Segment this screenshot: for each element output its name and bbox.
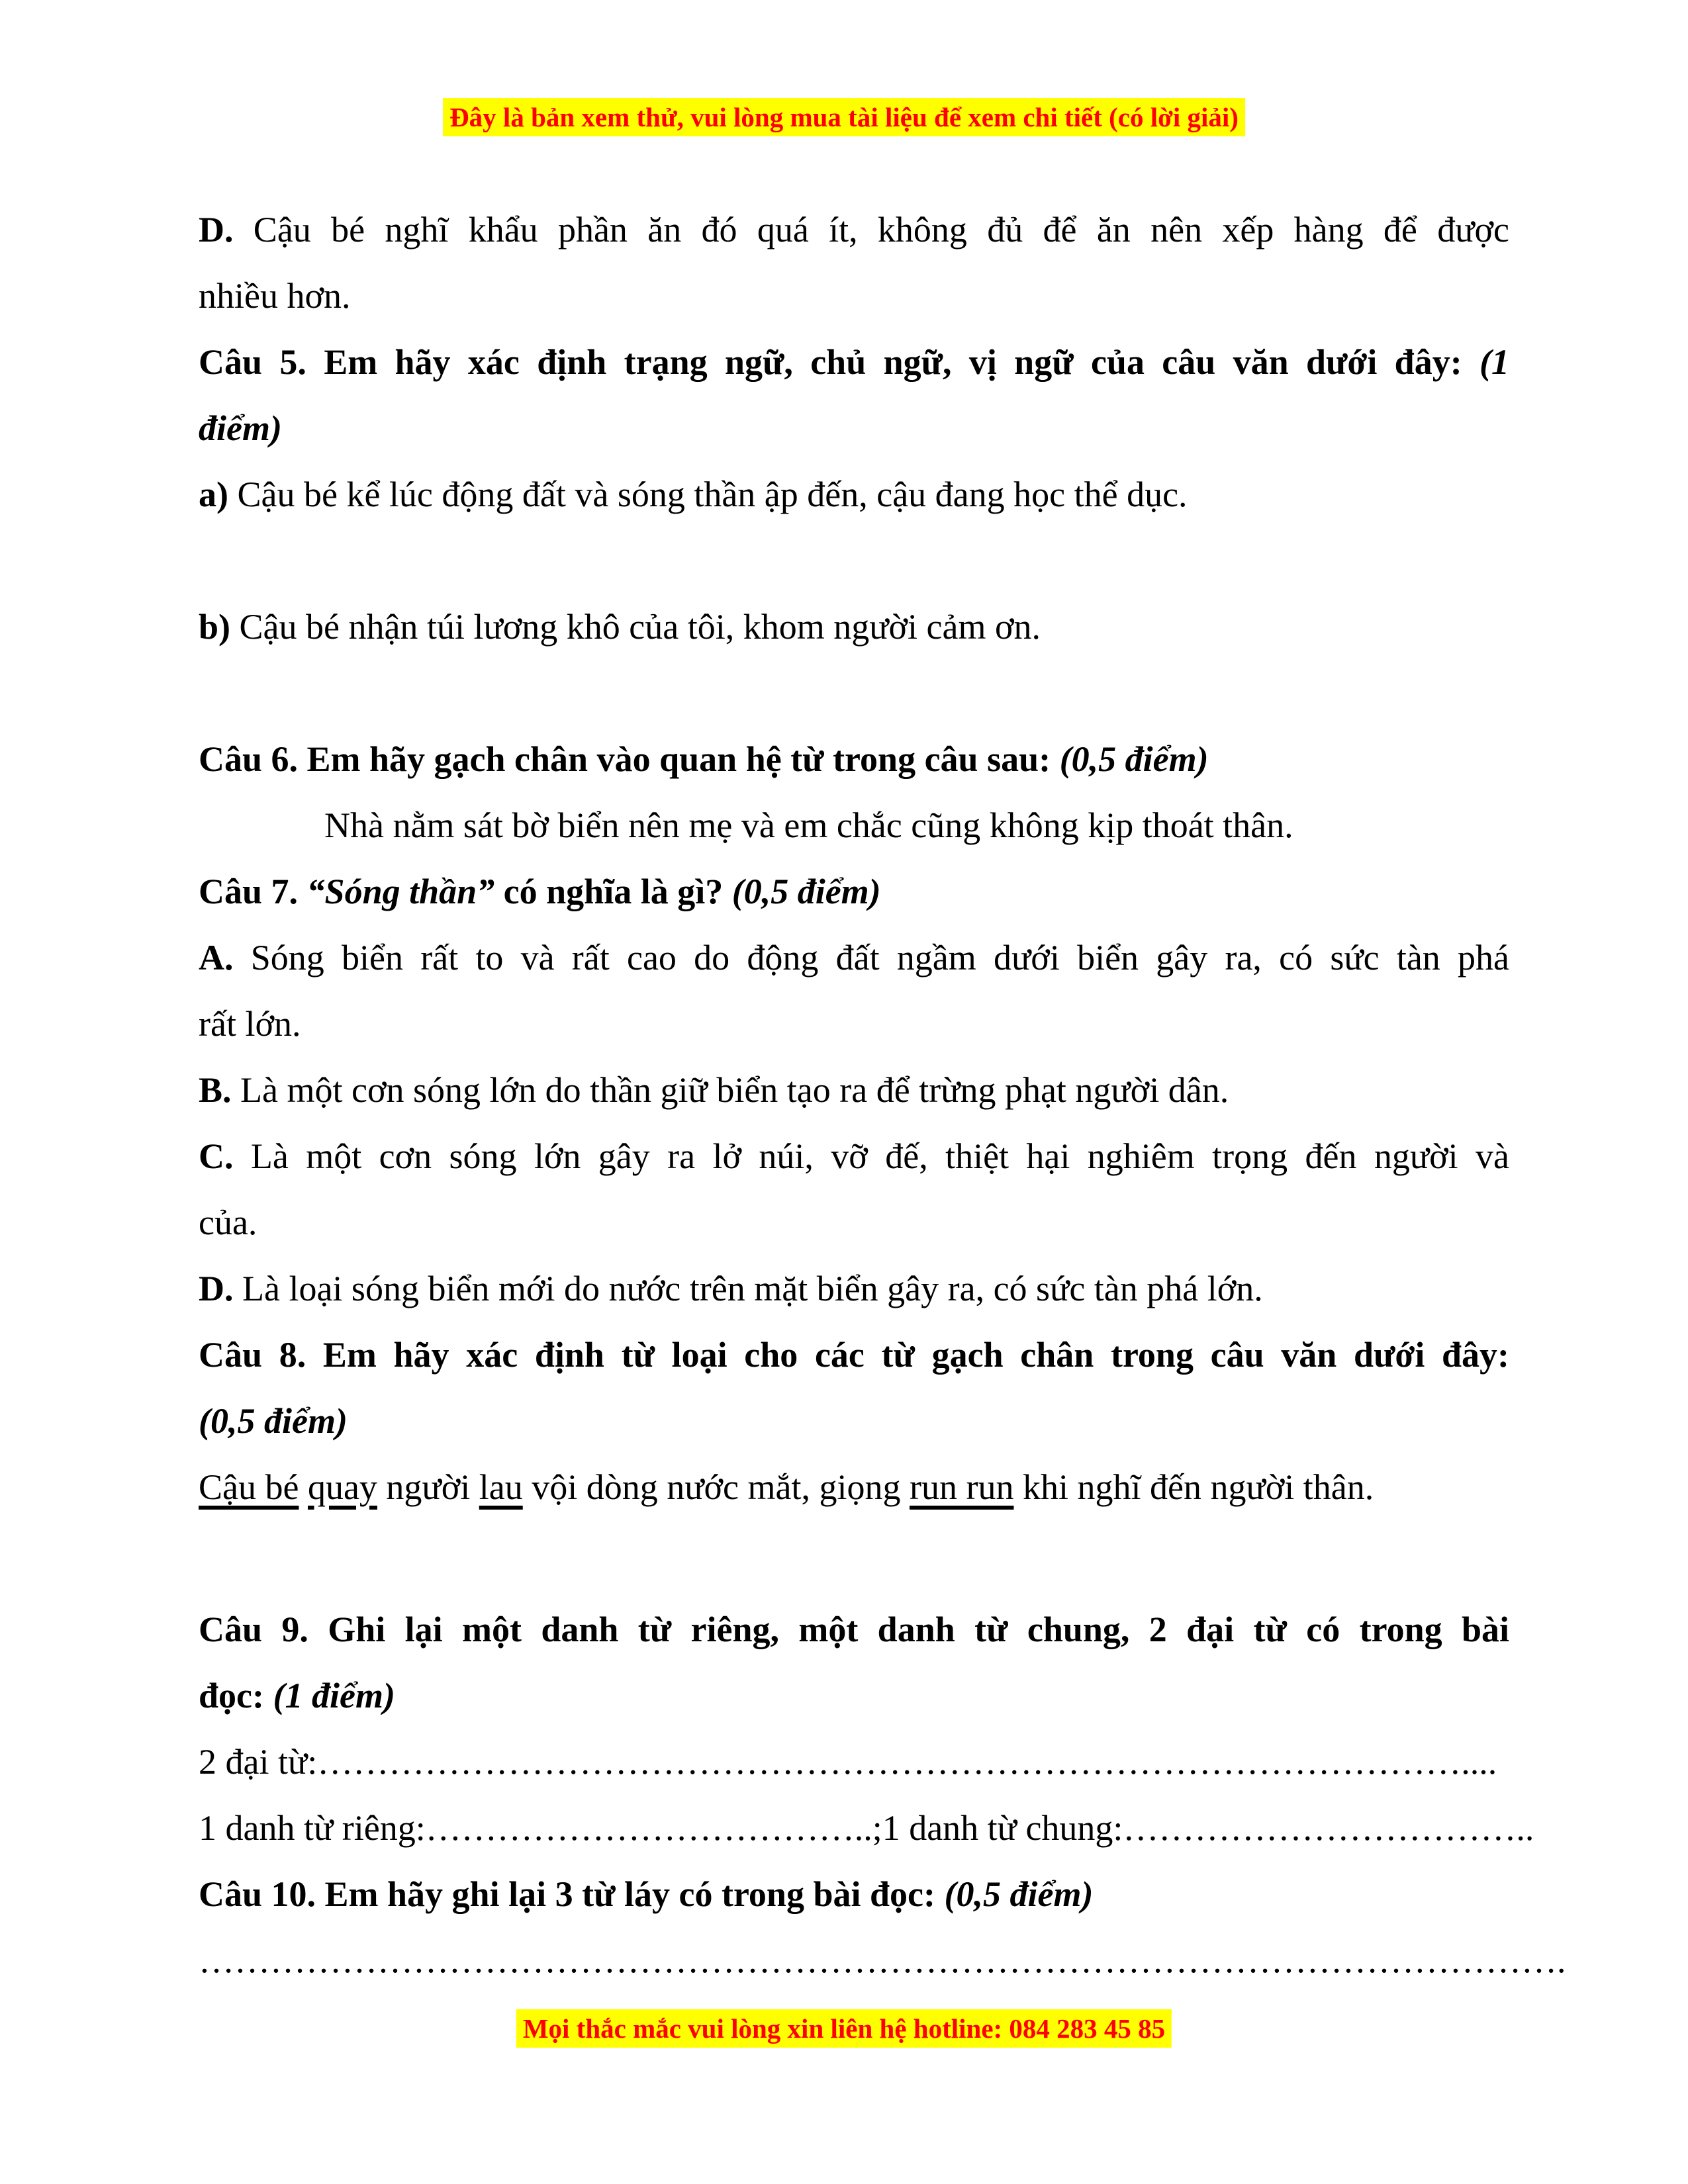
text-line — [199, 1322, 1509, 1388]
answer-blank-dots: …………………………………………………………………………………….... — [317, 1742, 1497, 1782]
text-segment: B. — [199, 1070, 232, 1110]
text-segment: đọc: — [199, 1676, 273, 1715]
text-line — [199, 594, 1509, 660]
text-line — [199, 726, 1509, 792]
text-line — [199, 1123, 1509, 1189]
text-segment: D. — [199, 210, 234, 250]
text-segment: (0,5 điểm) — [731, 872, 881, 911]
text-segment: điểm) — [199, 408, 282, 448]
text-line — [199, 1927, 1566, 1993]
text-segment: Là một cơn sóng lớn gây ra lở núi, vỡ đế, thiệt hại nghiêm trọng đến người và — [233, 1136, 1509, 1176]
text-line — [199, 1057, 1509, 1123]
text-line — [199, 1795, 1534, 1861]
text-segment: a) — [199, 475, 228, 514]
text-segment: Cậu bé kể lúc động đất và sóng thần ập đến, cậu đang học thể dục. — [228, 475, 1188, 514]
text-segment: Nhà nằm sát bờ biển nên mẹ và em chắc cũng không kịp thoát thân. — [324, 805, 1293, 845]
text-line — [199, 925, 1509, 991]
text-segment: có nghĩa là gì? — [494, 872, 732, 911]
underlined-word: Cậu bé — [199, 1467, 299, 1507]
text-segment: của. — [199, 1203, 258, 1242]
text-segment: 1 danh từ riêng: — [199, 1808, 426, 1848]
hotline-notice-text: Mọi thắc mắc vui lòng xin liên hệ hotline: 084 283 45 85 — [522, 2013, 1166, 2044]
document-body — [199, 197, 1566, 1993]
text-segment: 2 đại từ: — [199, 1742, 318, 1782]
text-segment: (1 — [1479, 342, 1509, 382]
text-segment: D. — [199, 1269, 234, 1308]
underlined-word: run run — [910, 1467, 1014, 1507]
text-segment: Câu 6. Em hãy gạch chân vào quan hệ từ trong câu sau: — [199, 739, 1060, 779]
text-line — [199, 792, 1509, 858]
text-segment: Câu 10. Em hãy ghi lại 3 từ láy có trong bài đọc: — [199, 1874, 945, 1914]
text-segment: Là loại sóng biển mới do nước trên mặt biển gây ra, có sức tàn phá lớn. — [233, 1269, 1263, 1308]
underlined-word: quay — [307, 1467, 377, 1507]
text-segment: b) — [199, 607, 231, 647]
text-segment: Cậu bé nhận túi lương khô của tôi, khom người cảm ơn. — [230, 607, 1041, 647]
text-segment: Sóng biển rất to và rất cao do động đất ngầm dưới biển gây ra, có sức tàn phá — [233, 938, 1509, 978]
text-segment: Câu 9. Ghi lại một danh từ riêng, một danh từ chung, 2 đại từ có trong bài — [199, 1610, 1509, 1649]
text-line — [199, 197, 1509, 263]
text-line — [199, 329, 1509, 395]
text-segment: Cậu bé nghĩ khẩu phần ăn đó quá ít, không đủ để ăn nên xếp hàng để được — [233, 210, 1509, 250]
blank-line — [199, 660, 1509, 726]
preview-notice-banner — [443, 98, 1245, 136]
hotline-notice-banner — [516, 2009, 1172, 2048]
blank-line — [199, 527, 1509, 594]
text-segment — [299, 1467, 308, 1507]
text-line — [199, 1861, 1509, 1927]
blank-line — [199, 1520, 1509, 1586]
text-segment: người — [377, 1467, 479, 1507]
answer-blank-dots: ……………………………….. — [425, 1808, 872, 1848]
answer-blank-dots: ……………………………………………………………………………………………………. — [199, 1940, 1566, 1980]
text-segment: Câu 8. Em hãy xác định từ loại cho các từ gạch chân trong câu văn dưới đây: — [199, 1335, 1509, 1375]
text-segment: (1 điểm) — [273, 1676, 395, 1715]
text-segment: Là một cơn sóng lớn do thần giữ biển tạo ra để trừng phạt người dân. — [231, 1070, 1229, 1110]
text-segment: (0,5 điểm) — [199, 1401, 348, 1441]
text-segment: Câu 7. — [199, 872, 307, 911]
text-segment: rất lớn. — [199, 1004, 301, 1044]
text-segment: vội dòng nước mắt, giọng — [522, 1467, 910, 1507]
text-segment: A. — [199, 938, 234, 978]
text-line — [199, 858, 1509, 925]
text-segment: ;1 danh từ chung: — [872, 1808, 1123, 1848]
text-segment: (0,5 điểm) — [944, 1874, 1094, 1914]
text-line — [199, 1596, 1509, 1662]
text-segment: (0,5 điểm) — [1059, 739, 1209, 779]
preview-notice-text: Đây là bản xem thử, vui lòng mua tài liệu để xem chi tiết (có lời giải) — [449, 102, 1239, 132]
text-line — [199, 1729, 1509, 1795]
text-segment: “Sóng thần” — [306, 872, 495, 911]
text-segment: C. — [199, 1136, 234, 1176]
text-segment: Câu 5. Em hãy xác định trạng ngữ, chủ ngữ, vị ngữ của câu văn dưới đây: — [199, 342, 1480, 382]
text-line — [199, 1255, 1509, 1322]
text-segment: nhiều hơn. — [199, 276, 351, 316]
text-line — [199, 1454, 1509, 1520]
text-line — [199, 461, 1509, 527]
text-segment: khi nghĩ đến người thân. — [1013, 1467, 1374, 1507]
underlined-word: lau — [479, 1467, 523, 1507]
answer-blank-dots: …………………………….. — [1123, 1808, 1534, 1848]
